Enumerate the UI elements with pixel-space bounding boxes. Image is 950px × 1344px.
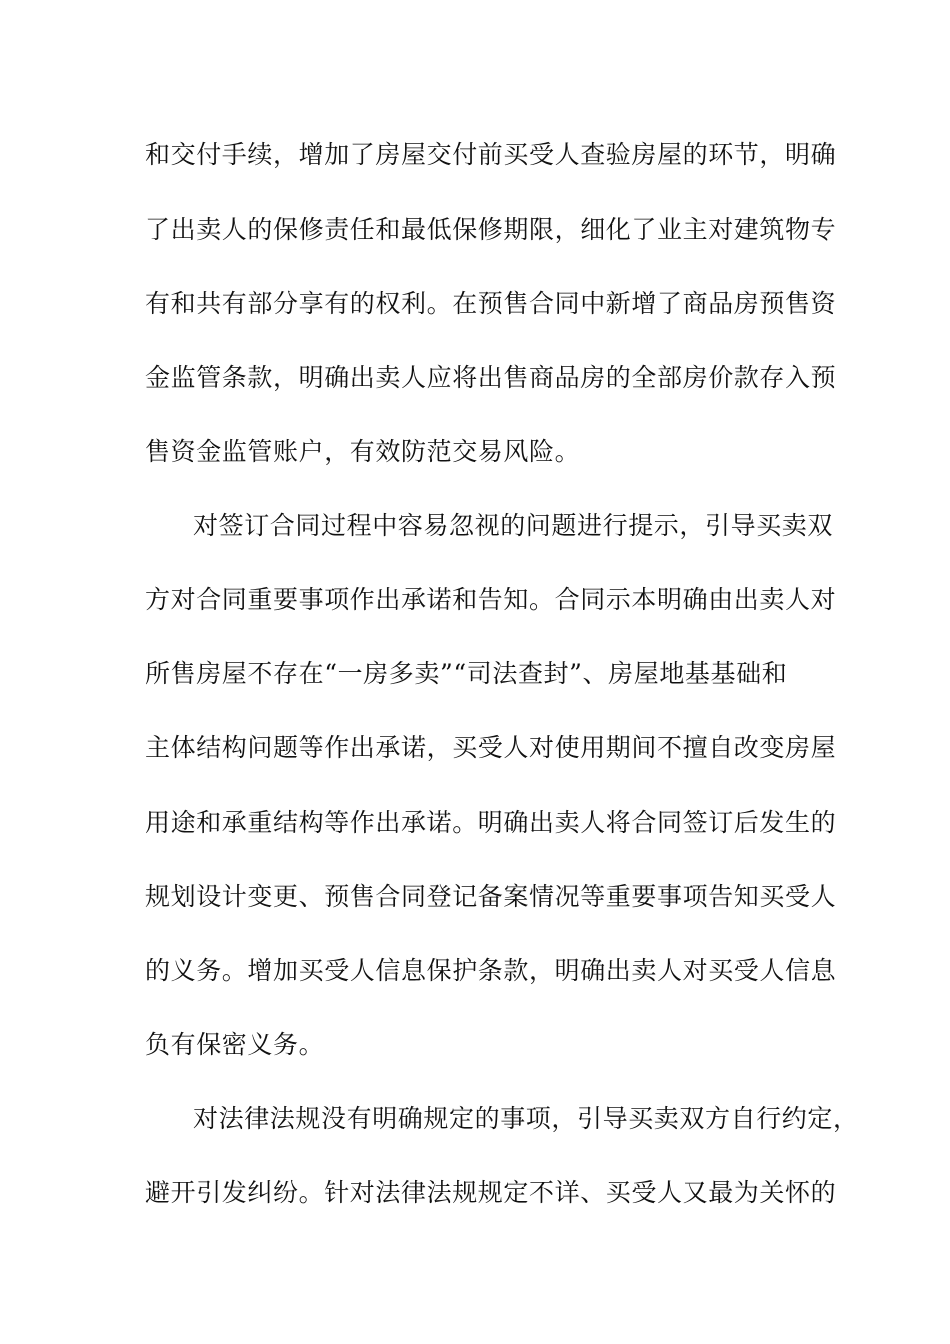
paragraph-start-line: 对签订合同过程中容易忽视的问题进行提示，引导买卖双 [193,511,834,540]
text-line: 有和共有部分享有的权利。在预售合同中新增了商品房预售资 [145,289,837,318]
text-line: 的义务。增加买受人信息保护条款，明确出卖人对买受人信息 [145,956,837,985]
text-line: 避开引发纠纷。针对法律法规规定不详、买受人又最为关怀的 [145,1178,837,1207]
text-line: 和交付手续，增加了房屋交付前买受人查验房屋的环节，明确 [145,140,837,169]
text-line: 负有保密义务。 [145,1030,325,1059]
text-line: 了出卖人的保修责任和最低保修期限，细化了业主对建筑物专 [145,215,837,244]
text-line: 规划设计变更、预售合同登记备案情况等重要事项告知买受人 [145,882,837,911]
text-line: 金监管条款，明确出卖人应将出售商品房的全部房价款存入预 [145,363,837,392]
text-line: 方对合同重要事项作出承诺和告知。合同示本明确由出卖人对 [145,585,837,614]
paragraph-start-line: 对法律法规没有明确规定的事项，引导买卖双方自行约定， [193,1104,859,1133]
text-line: 售资金监管账户，有效防范交易风险。 [145,437,581,466]
text-line: 用途和承重结构等作出承诺。明确出卖人将合同签订后发生的 [145,808,837,837]
text-line: 所售房屋不存在“一房多卖”“司法查封”、房屋地基基础和 [145,659,788,688]
text-line: 主体结构问题等作出承诺，买受人对使用期间不擅自改变房屋 [145,733,837,762]
